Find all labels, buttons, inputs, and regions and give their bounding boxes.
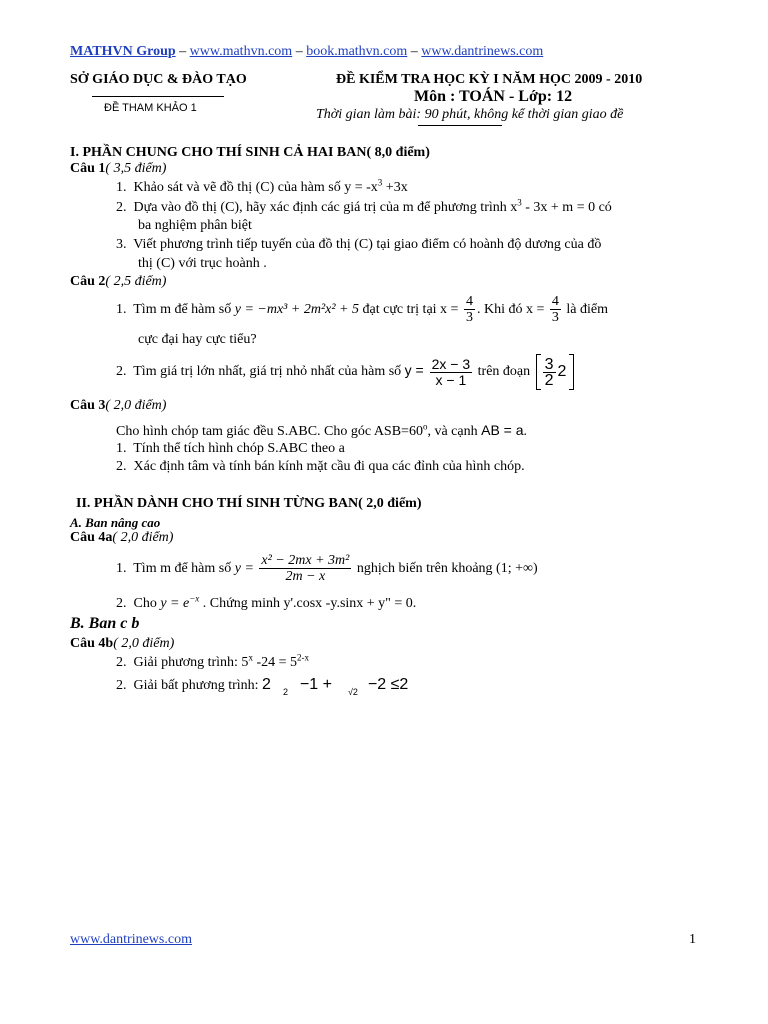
item-text: nghịch biến trên khoảng (1; +∞) bbox=[353, 561, 538, 576]
question-points: ( 2,0 điểm) bbox=[112, 530, 174, 545]
fraction-numerator: 4 bbox=[551, 294, 559, 310]
inequality-subscript: 2 bbox=[282, 687, 288, 697]
item-text: đạt cực trị tại x = bbox=[359, 302, 462, 317]
exponent: x bbox=[248, 652, 253, 663]
item-number: 2. bbox=[116, 678, 127, 693]
item-number: 1. bbox=[116, 180, 127, 195]
book-mathvn-link[interactable]: book.mathvn.com bbox=[306, 44, 408, 59]
item-number: 2. bbox=[116, 200, 127, 215]
item-text: Cho bbox=[133, 596, 161, 611]
inequality-term: −2 ≤2 bbox=[367, 676, 409, 693]
item-text: Giải phương trình: 5 bbox=[133, 655, 249, 670]
inequality-subscript: √2 bbox=[347, 687, 358, 697]
fraction-denominator: 2m − x bbox=[285, 569, 326, 585]
section-b-label: B. Ban c b bbox=[70, 615, 140, 632]
question-points: ( 3,5 điểm) bbox=[105, 161, 167, 176]
exam-title: ĐỀ KIỂM TRA HỌC KỲ I NĂM HỌC 2009 - 2010 bbox=[336, 72, 643, 87]
exponent: −x bbox=[189, 593, 200, 604]
separator: – bbox=[175, 44, 190, 59]
inequality-term: 2 bbox=[262, 676, 271, 693]
fraction-denominator: 3 bbox=[551, 310, 559, 326]
list-item bbox=[116, 354, 574, 390]
fraction bbox=[430, 357, 473, 388]
item-continuation: thị (C) với trục hoành . bbox=[138, 256, 267, 271]
item-text: Tìm m để hàm số bbox=[133, 302, 235, 317]
item-text: Tính thể tích hình chóp S.ABC theo a bbox=[133, 441, 345, 456]
question-4a-heading bbox=[70, 530, 173, 546]
fraction-denominator: x − 1 bbox=[435, 371, 467, 388]
time-allowed: Thời gian làm bài: 90 phút, không kể thời gian giao đề bbox=[316, 107, 624, 122]
item-number: 1. bbox=[116, 302, 127, 317]
part2-title: II. PHẦN DÀNH CHO THÍ SINH TỪNG BAN( 2,0 điểm) bbox=[76, 496, 422, 511]
item-text: -24 = 5 bbox=[252, 655, 297, 670]
exponent: 3 bbox=[517, 197, 522, 208]
interval-fraction bbox=[543, 357, 556, 388]
list-item bbox=[116, 177, 408, 196]
degree-sign: o bbox=[422, 421, 428, 432]
fraction-numerator: 4 bbox=[465, 294, 473, 310]
item-text: . Chứng minh y'.cosx -y.sinx + y" = 0. bbox=[199, 596, 417, 611]
item-text: trên đoạn bbox=[474, 364, 534, 380]
fraction-numerator: 2x − 3 bbox=[431, 355, 471, 372]
list-item bbox=[116, 593, 417, 612]
footer-link[interactable]: www.dantrinews.com bbox=[70, 932, 192, 947]
item-text: Tìm giá trị lớn nhất, giá trị nhỏ nhất của hàm số bbox=[133, 364, 405, 380]
list-item bbox=[116, 197, 612, 216]
item-text: +3x bbox=[382, 180, 408, 195]
fraction-numerator: x² − 2mx + 3m² bbox=[261, 553, 350, 569]
question-label: Câu 4b bbox=[70, 636, 114, 651]
list-item bbox=[116, 652, 309, 671]
department-name: SỞ GIÁO DỤC & ĐÀO TẠO bbox=[70, 72, 247, 87]
item-continuation: ba nghiệm phân biệt bbox=[138, 218, 252, 233]
question-3-intro bbox=[116, 422, 527, 440]
separator: – bbox=[292, 44, 307, 59]
top-links-bar bbox=[70, 44, 543, 60]
exponent: 2-x bbox=[297, 652, 309, 663]
list-item bbox=[116, 552, 538, 586]
fraction bbox=[259, 553, 351, 584]
header-divider bbox=[92, 96, 224, 97]
fraction-numerator: 3 bbox=[544, 355, 554, 373]
function-y: y = bbox=[404, 362, 428, 379]
question-4b-heading bbox=[70, 636, 174, 652]
item-number: 1. bbox=[116, 561, 127, 576]
function-y: y = bbox=[234, 561, 258, 576]
intro-text: . bbox=[523, 424, 528, 439]
time-underline bbox=[418, 125, 502, 126]
exponential-formula: y = e bbox=[160, 596, 190, 611]
inequality-term: −1 + bbox=[299, 676, 332, 693]
item-text: Xác định tâm và tính bán kính mặt cầu đi qua các đỉnh của hình chóp. bbox=[133, 459, 525, 474]
dantrinews-link[interactable]: www.dantrinews.com bbox=[421, 44, 544, 59]
reference-label: ĐỀ THAM KHẢO 1 bbox=[104, 102, 197, 114]
item-text: Viết phương trình tiếp tuyến của đồ thị (C) tại giao điểm có hoành độ dương của đồ bbox=[133, 237, 602, 252]
page-number: 1 bbox=[689, 932, 696, 947]
intro-text: Cho hình chóp tam giác đều S.ABC. Cho góc ASB=60 bbox=[116, 424, 423, 439]
mathvn-group-link[interactable]: MATHVN Group bbox=[70, 44, 176, 59]
list-item bbox=[116, 459, 525, 475]
function-formula: y = −mx³ + 2m²x² + 5 bbox=[234, 302, 359, 317]
right-bracket bbox=[569, 354, 574, 390]
item-number: 1. bbox=[116, 441, 127, 456]
subject-label: Môn : TOÁN - Lớp: 12 bbox=[414, 88, 573, 105]
interval-right-value: 2 bbox=[557, 363, 567, 380]
item-text: Khảo sát và vẽ đồ thị (C) của hàm số y = -x bbox=[133, 180, 378, 195]
fraction-denominator: 2 bbox=[544, 371, 554, 389]
item-text: là điểm bbox=[562, 302, 608, 317]
left-bracket bbox=[536, 354, 541, 390]
question-points: ( 2,5 điểm) bbox=[105, 274, 167, 289]
list-item bbox=[116, 676, 409, 697]
fraction-denominator: 3 bbox=[465, 310, 473, 326]
list-item bbox=[116, 294, 608, 326]
item-number: 2. bbox=[116, 655, 127, 670]
question-2-heading bbox=[70, 274, 166, 290]
item-text: . Khi đó x = bbox=[476, 302, 548, 317]
fraction bbox=[464, 294, 475, 325]
question-points: ( 2,0 điểm) bbox=[105, 398, 167, 413]
question-label: Câu 2 bbox=[70, 274, 106, 289]
fraction bbox=[550, 294, 561, 325]
exponent: 3 bbox=[377, 177, 383, 188]
question-label: Câu 4a bbox=[70, 530, 113, 545]
item-text: Giải bất phương trình: bbox=[133, 678, 263, 693]
edge-formula: AB = a bbox=[481, 422, 524, 438]
intro-text: , và cạnh bbox=[427, 424, 482, 439]
list-item bbox=[116, 237, 601, 253]
list-item bbox=[116, 441, 345, 457]
separator: – bbox=[407, 44, 422, 59]
item-number: 2. bbox=[116, 596, 127, 611]
question-1-heading bbox=[70, 161, 166, 177]
item-text: - 3x + m = 0 có bbox=[521, 200, 612, 215]
question-3-heading bbox=[70, 398, 166, 414]
item-number: 2. bbox=[116, 364, 127, 380]
item-text: Dựa vào đồ thị (C), hãy xác định các giá trị của m để phương trình x bbox=[133, 200, 518, 215]
item-number: 3. bbox=[116, 237, 127, 252]
question-points: ( 2,0 điểm) bbox=[113, 636, 175, 651]
item-number: 2. bbox=[116, 459, 127, 474]
mathvn-link[interactable]: www.mathvn.com bbox=[189, 44, 293, 59]
part1-title: I. PHẦN CHUNG CHO THÍ SINH CẢ HAI BAN( 8,0 điểm) bbox=[70, 145, 430, 160]
section-a-label: A. Ban nâng cao bbox=[70, 515, 161, 530]
item-text: Tìm m để hàm số bbox=[133, 561, 235, 576]
item-continuation: cực đại hay cực tiểu? bbox=[138, 332, 257, 347]
question-label: Câu 3 bbox=[70, 398, 106, 413]
question-label: Câu 1 bbox=[70, 161, 106, 176]
